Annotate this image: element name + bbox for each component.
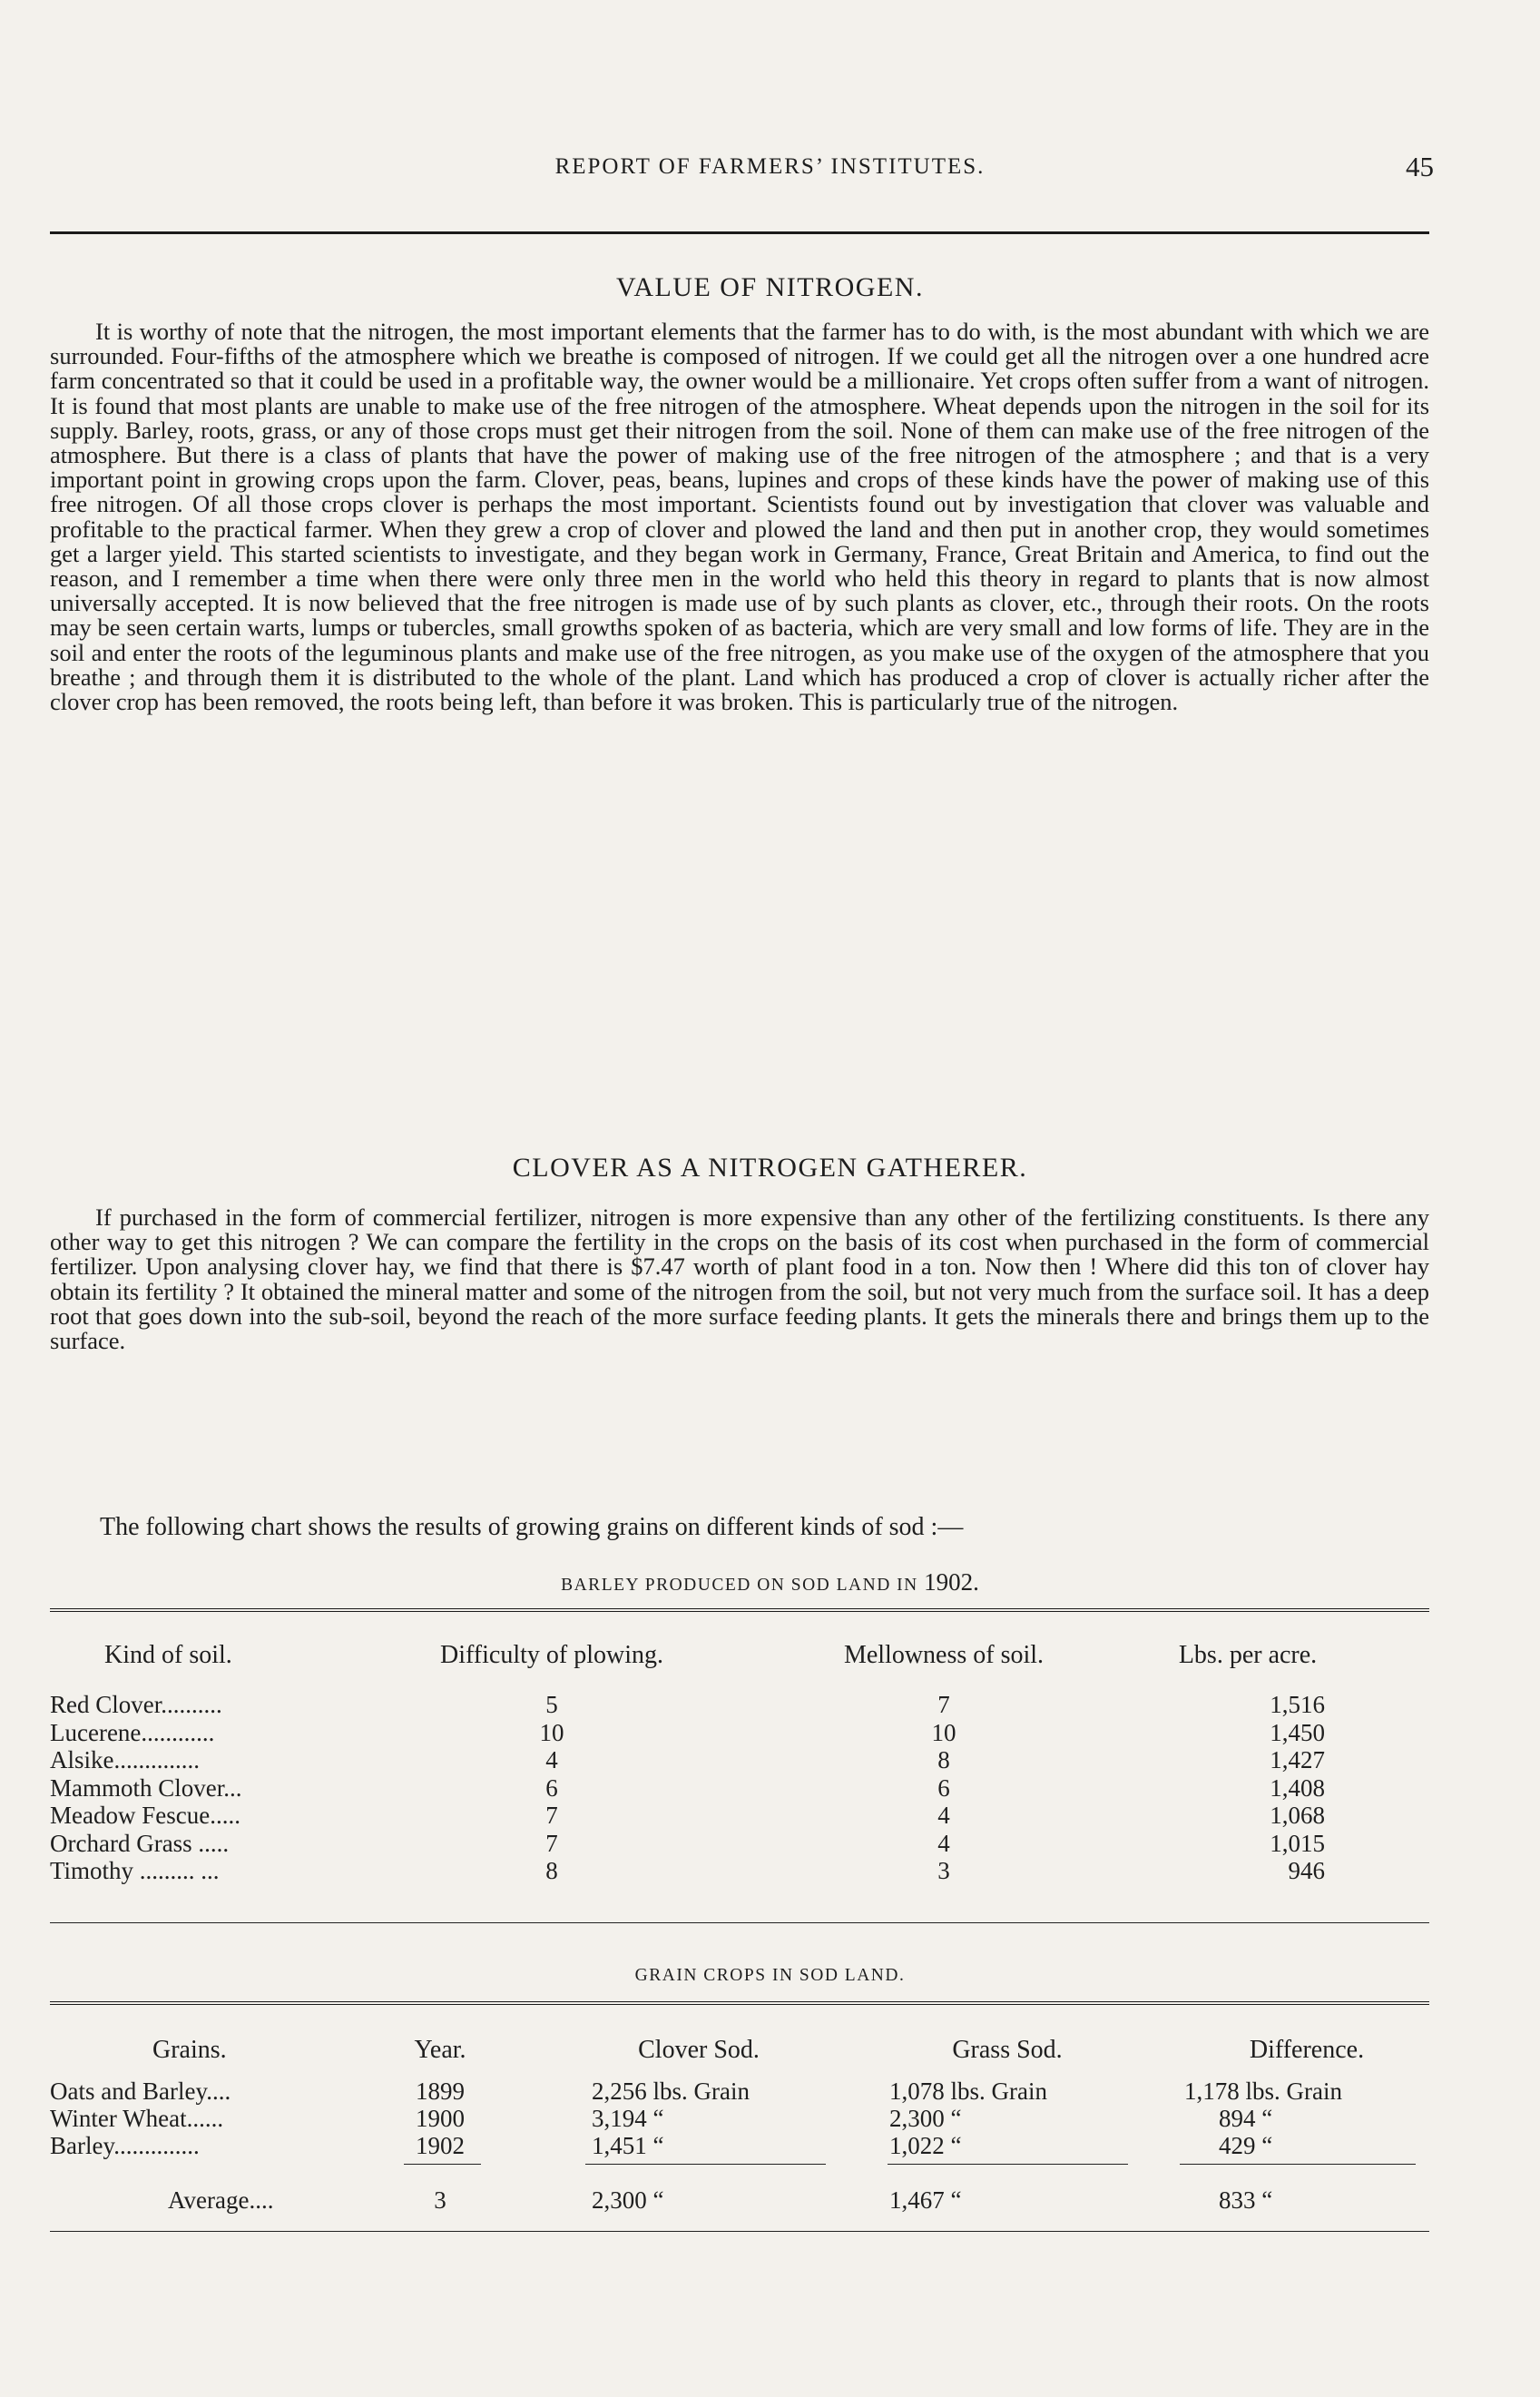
paragraph-clover-nitrogen-gatherer bbox=[50, 1205, 1429, 1353]
table2-header-clover-sod: Clover Sod. bbox=[638, 2036, 760, 2064]
text-line: much from the surface soil. It has a deep root that goes down into the sub-soil, beyond bbox=[50, 1277, 1430, 1330]
text-line: is found that most plants are unable to make use of the free nitrogen of the atmosphere. bbox=[71, 391, 927, 419]
difference-cell: 1,178 lbs. Grain bbox=[1184, 2078, 1342, 2105]
average-grass-sod-cell: 1,467 “ bbox=[889, 2186, 962, 2214]
section-heading-value-of-nitrogen: VALUE OF NITROGEN. bbox=[616, 272, 924, 302]
table1-header-lbs: Lbs. per acre. bbox=[1178, 1641, 1318, 1669]
text-line: lumps or tubercles, small growths spoken of as bacteria, which are very small and low bbox=[311, 614, 1145, 642]
running-head-title: REPORT OF FARMERS’ INSTITUTES. bbox=[554, 154, 986, 179]
table1-caption bbox=[0, 1568, 1540, 1596]
lbs-per-acre-cell: 1,427 bbox=[1270, 1746, 1325, 1773]
table1-header-mellowness: Mellowness of soil. bbox=[843, 1641, 1045, 1669]
text-line: only three men in the world who held this theory in regard to plants that is now almost bbox=[542, 565, 1430, 593]
text-line: of commercial fertilizer. Upon analysing clover hay, we find that there is $7.47 worth bbox=[50, 1228, 1430, 1281]
difficulty-cell: 7 bbox=[545, 1802, 558, 1829]
mellowness-cell: 4 bbox=[937, 1829, 950, 1857]
lbs-per-acre-cell: 1,068 bbox=[1270, 1802, 1325, 1829]
table2-bottom-rule bbox=[50, 2231, 1429, 2232]
text-line: If purchased in the form of commercial fertilizer, nitrogen is more expensive than any bbox=[95, 1203, 949, 1231]
table2-caption: GRAIN CROPS IN SOD LAND. bbox=[634, 1966, 906, 1985]
soil-kind-cell: Lucerene............ bbox=[50, 1718, 215, 1746]
table2-sum-rule-year bbox=[404, 2164, 481, 2165]
text-line: the reach of the more surface feeding plants. It gets the minerals there and brings bbox=[495, 1302, 1283, 1330]
text-line: can compare the fertility in the crops on the basis of its cost when purchased in the form bbox=[405, 1228, 1281, 1256]
year-cell: 1899 bbox=[416, 2078, 465, 2105]
text-line: over a one hundred acre farm concentrated so that it could be used in a profitable way, bbox=[50, 342, 1430, 395]
text-line: the owner would be a millionaire. Yet crops often suffer from a want of nitrogen. It bbox=[50, 367, 1430, 419]
mellowness-cell: 3 bbox=[937, 1857, 950, 1884]
table2-sum-rule-diff bbox=[1180, 2164, 1416, 2165]
table1-header-difficulty: Difficulty of plowing. bbox=[439, 1641, 663, 1669]
soil-kind-cell: Alsike.............. bbox=[50, 1746, 200, 1773]
table2-top-rule bbox=[50, 2001, 1429, 2005]
mellowness-cell: 7 bbox=[937, 1691, 950, 1718]
text-line: have the power of making use of this free nitrogen. Of all those crops clover is perhaps bbox=[50, 466, 1430, 518]
difficulty-cell: 10 bbox=[539, 1718, 564, 1746]
table2-header-difference: Difference. bbox=[1249, 2036, 1365, 2064]
grass-sod-cell: 2,300 “ bbox=[889, 2105, 962, 2132]
table2-header-grains: Grains. bbox=[152, 2036, 227, 2064]
soil-kind-cell: Orchard Grass ..... bbox=[50, 1829, 230, 1857]
clover-sod-cell: 3,194 “ bbox=[592, 2105, 664, 2132]
clover-sod-cell: 1,451 “ bbox=[592, 2132, 664, 2159]
text-line: It obtained the mineral matter and some of the nitrogen from the soil, but not very bbox=[240, 1277, 1032, 1305]
table2-sum-rule-clover bbox=[585, 2164, 826, 2165]
text-line: make use of the free nitrogen, as you make use of the oxygen of the atmosphere that bbox=[565, 638, 1387, 666]
lbs-per-acre-cell: 946 bbox=[1288, 1857, 1325, 1884]
lbs-per-acre-cell: 1,516 bbox=[1270, 1691, 1325, 1718]
text-line: It is worthy of note that the nitrogen, the most important elements that the farmer bbox=[95, 318, 887, 345]
grass-sod-cell: 1,078 lbs. Grain bbox=[889, 2078, 1047, 2105]
text-line: other of the fertilizing constituents. Is there any other way to get this nitrogen ? We bbox=[50, 1203, 1430, 1256]
table1-header-kind: Kind of soil. bbox=[104, 1641, 232, 1669]
clover-sod-cell: 2,256 lbs. Grain bbox=[592, 2078, 750, 2105]
average-grain-cell: Average.... bbox=[168, 2186, 274, 2214]
difference-cell: 894 “ bbox=[1219, 2105, 1273, 2132]
text-line: forms of life. They are in the soil and enter the roots of the leguminous plants and bbox=[50, 614, 1430, 666]
page-number: 45 bbox=[1406, 151, 1434, 182]
grain-cell: Oats and Barley.... bbox=[50, 2078, 231, 2105]
text-line: has produced a crop of clover is actually richer after the clover crop has been removed, bbox=[50, 663, 1430, 716]
mellowness-cell: 8 bbox=[937, 1746, 950, 1773]
table1-caption-year: 1902. bbox=[924, 1568, 979, 1596]
difficulty-cell: 6 bbox=[545, 1773, 558, 1802]
lbs-per-acre-cell: 1,408 bbox=[1270, 1773, 1325, 1802]
average-difference-cell: 833 “ bbox=[1219, 2186, 1273, 2214]
table1-caption-text: BARLEY PRODUCED ON SOD LAND IN bbox=[561, 1576, 918, 1595]
mellowness-cell: 10 bbox=[931, 1718, 956, 1746]
soil-kind-cell: Meadow Fescue..... bbox=[50, 1802, 240, 1829]
text-line: land and then put in another crop, they would sometimes get a larger yield. This bbox=[50, 515, 1430, 567]
difficulty-cell: 8 bbox=[545, 1857, 558, 1884]
text-line: in growing crops upon the farm. Clover, peas, beans, lupines and crops of these kinds bbox=[208, 466, 1054, 494]
text-line: of those crops must get their nitrogen from the soil. None of them can make use of the bbox=[392, 416, 1236, 444]
lbs-per-acre-cell: 1,015 bbox=[1270, 1829, 1325, 1857]
text-line: started scientists to investigate, and they began work in Germany, France, Great bbox=[280, 539, 1069, 567]
section-heading-clover-nitrogen-gatherer: CLOVER AS A NITROGEN GATHERER. bbox=[512, 1153, 1028, 1183]
lbs-per-acre-cell: 1,450 bbox=[1270, 1718, 1325, 1746]
year-cell: 1902 bbox=[416, 2132, 465, 2159]
table2-sum-rule-grass bbox=[888, 2164, 1128, 2165]
chart-intro-line: The following chart shows the results of growing grains on different kinds of sod :— bbox=[100, 1513, 964, 1541]
table2-header-year: Year. bbox=[414, 2036, 466, 2064]
text-line: universally accepted. It is now believed that the free nitrogen is made use of by such bbox=[50, 589, 889, 617]
text-line: profitable to the practical farmer. When they grew a crop of clover and plowed the bbox=[50, 515, 863, 543]
text-line: Britain and America, to find out the reason, and I remember a time when there were bbox=[50, 539, 1429, 593]
difficulty-cell: 4 bbox=[545, 1746, 558, 1773]
text-line: the most important. Scientists found out by investigation that clover was valuable and bbox=[562, 490, 1429, 518]
difficulty-cell: 5 bbox=[545, 1691, 558, 1718]
text-line: the roots being left, than before it was broken. This is particularly true of the nitrogen. bbox=[350, 688, 1179, 716]
text-line: making use of the free nitrogen of the atmosphere ; and that is a very important point bbox=[50, 441, 1430, 494]
table2-header-grass-sod: Grass Sod. bbox=[952, 2036, 1063, 2064]
average-clover-sod-cell: 2,300 “ bbox=[592, 2186, 664, 2214]
difference-cell: 429 “ bbox=[1219, 2132, 1273, 2159]
text-line: plants as clover, etc., through their roots. On the roots may be seen certain warts, bbox=[50, 589, 1429, 642]
soil-kind-cell: Mammoth Clover... bbox=[50, 1773, 242, 1802]
year-cell: 1900 bbox=[416, 2105, 465, 2132]
grain-cell: Winter Wheat...... bbox=[50, 2105, 224, 2132]
text-line: free nitrogen of the atmosphere. But there is a class of plants that have the power of bbox=[50, 416, 1429, 469]
mellowness-cell: 6 bbox=[937, 1773, 950, 1802]
paragraph-value-of-nitrogen bbox=[50, 319, 1429, 714]
average-year-cell: 3 bbox=[434, 2186, 446, 2214]
table1-top-rule bbox=[50, 1608, 1429, 1612]
running-head bbox=[0, 151, 1540, 191]
soil-kind-cell: Red Clover.......... bbox=[50, 1691, 222, 1718]
header-rule bbox=[50, 231, 1429, 234]
text-line: has to do with, is the most abundant with which we are surrounded. Four-fifths of the bbox=[50, 318, 1429, 370]
difficulty-cell: 7 bbox=[545, 1829, 558, 1857]
text-line: them up to the surface. bbox=[50, 1302, 1430, 1355]
grain-cell: Barley.............. bbox=[50, 2132, 200, 2159]
grass-sod-cell: 1,022 “ bbox=[889, 2132, 962, 2159]
text-line: of plant food in a ton. Now then ! Where did this ton of clover hay obtain its fertility ? bbox=[50, 1253, 1430, 1305]
soil-kind-cell: Timothy ......... ... bbox=[50, 1857, 220, 1884]
table1-bottom-rule bbox=[50, 1922, 1429, 1923]
text-line: Wheat depends upon the nitrogen in the soil for its supply. Barley, roots, grass, or any bbox=[50, 391, 1430, 444]
text-line: atmosphere which we breathe is composed of nitrogen. If we could get all the nitrogen bbox=[344, 342, 1189, 370]
text-line: you breathe ; and through them it is distributed to the whole of the plant. Land which bbox=[50, 638, 1429, 691]
mellowness-cell: 4 bbox=[937, 1802, 950, 1829]
